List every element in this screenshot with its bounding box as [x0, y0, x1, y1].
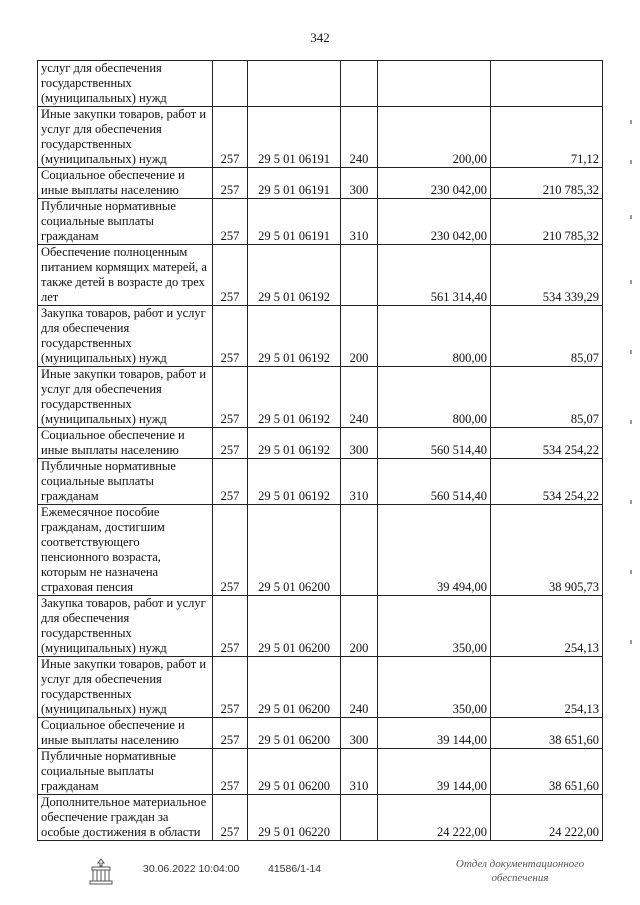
row-name-cell: Публичные нормативные социальные выплаты гражданам — [38, 199, 213, 245]
target-article-cell: 29 5 01 06191 — [248, 199, 341, 245]
document-footer — [0, 855, 640, 895]
executed-amount-cell: 210 785,32 — [491, 168, 603, 199]
table-row — [38, 459, 603, 505]
row-name-cell: Закупка товаров, работ и услуг для обеспечения государственных (муниципальных) нужд — [38, 306, 213, 367]
department-stamp-line2: обеспечения — [491, 872, 549, 884]
table-row — [38, 657, 603, 718]
expense-type-cell — [341, 795, 378, 841]
row-name-cell: Публичные нормативные социальные выплаты гражданам — [38, 749, 213, 795]
document-date: 30.06.2022 10:04:00 — [143, 863, 240, 875]
planned-amount-cell: 24 222,00 — [378, 795, 491, 841]
department-code-cell: 257 — [213, 749, 248, 795]
row-name-cell: Иные закупки товаров, работ и услуг для обеспечения государственных (муниципальных) нужд — [38, 367, 213, 428]
planned-amount-cell: 230 042,00 — [378, 168, 491, 199]
department-code-cell: 257 — [213, 199, 248, 245]
executed-amount-cell: 534 339,29 — [491, 245, 603, 306]
expense-type-cell — [341, 505, 378, 596]
row-name-cell: Закупка товаров, работ и услуг для обеспечения государственных (муниципальных) нужд — [38, 596, 213, 657]
expense-type-cell — [341, 245, 378, 306]
planned-amount-cell: 560 514,40 — [378, 428, 491, 459]
department-code-cell: 257 — [213, 428, 248, 459]
planned-amount-cell — [378, 61, 491, 107]
table-row — [38, 596, 603, 657]
executed-amount-cell: 85,07 — [491, 367, 603, 428]
department-code-cell: 257 — [213, 795, 248, 841]
expense-type-cell: 300 — [341, 168, 378, 199]
table-row — [38, 428, 603, 459]
target-article-cell: 29 5 01 06200 — [248, 505, 341, 596]
expense-type-cell: 310 — [341, 459, 378, 505]
table-row — [38, 367, 603, 428]
row-name-cell: Социальное обеспечение и иные выплаты населению — [38, 428, 213, 459]
planned-amount-cell: 350,00 — [378, 596, 491, 657]
department-code-cell: 257 — [213, 245, 248, 306]
expense-type-cell — [341, 61, 378, 107]
row-name-cell: Иные закупки товаров, работ и услуг для обеспечения государственных (муниципальных) нужд — [38, 107, 213, 168]
row-name-cell: Социальное обеспечение и иные выплаты населению — [38, 168, 213, 199]
department-code-cell: 257 — [213, 367, 248, 428]
target-article-cell — [248, 61, 341, 107]
row-name-cell: Публичные нормативные социальные выплаты гражданам — [38, 459, 213, 505]
planned-amount-cell: 39 494,00 — [378, 505, 491, 596]
department-code-cell: 257 — [213, 459, 248, 505]
planned-amount-cell: 800,00 — [378, 306, 491, 367]
planned-amount-cell: 39 144,00 — [378, 718, 491, 749]
table-row — [38, 306, 603, 367]
target-article-cell: 29 5 01 06192 — [248, 306, 341, 367]
target-article-cell: 29 5 01 06192 — [248, 428, 341, 459]
planned-amount-cell: 200,00 — [378, 107, 491, 168]
target-article-cell: 29 5 01 06200 — [248, 718, 341, 749]
executed-amount-cell: 38 651,60 — [491, 718, 603, 749]
expense-type-cell: 300 — [341, 428, 378, 459]
expense-type-cell: 200 — [341, 306, 378, 367]
expense-type-cell: 240 — [341, 367, 378, 428]
department-code-cell: 257 — [213, 596, 248, 657]
table-row — [38, 168, 603, 199]
table-row — [38, 718, 603, 749]
row-name-cell: Ежемесячное пособие гражданам, достигшим соответствующего пенсионного возраста, которым не назначена страховая пенсия — [38, 505, 213, 596]
department-stamp — [440, 857, 600, 885]
target-article-cell: 29 5 01 06192 — [248, 367, 341, 428]
target-article-cell: 29 5 01 06200 — [248, 657, 341, 718]
row-name-cell: Социальное обеспечение и иные выплаты населению — [38, 718, 213, 749]
target-article-cell: 29 5 01 06191 — [248, 168, 341, 199]
row-name-cell: Иные закупки товаров, работ и услуг для обеспечения государственных (муниципальных) нужд — [38, 657, 213, 718]
planned-amount-cell: 39 144,00 — [378, 749, 491, 795]
coat-of-arms-icon — [88, 857, 114, 887]
executed-amount-cell: 24 222,00 — [491, 795, 603, 841]
target-article-cell: 29 5 01 06192 — [248, 459, 341, 505]
executed-amount-cell: 254,13 — [491, 657, 603, 718]
registration-number: 41586/1-14 — [268, 863, 322, 875]
planned-amount-cell: 350,00 — [378, 657, 491, 718]
department-code-cell — [213, 61, 248, 107]
executed-amount-cell: 534 254,22 — [491, 428, 603, 459]
planned-amount-cell: 800,00 — [378, 367, 491, 428]
executed-amount-cell: 38 651,60 — [491, 749, 603, 795]
department-code-cell: 257 — [213, 306, 248, 367]
department-code-cell: 257 — [213, 168, 248, 199]
executed-amount-cell: 71,12 — [491, 107, 603, 168]
expense-type-cell: 240 — [341, 657, 378, 718]
department-code-cell: 257 — [213, 718, 248, 749]
table-row — [38, 505, 603, 596]
planned-amount-cell: 230 042,00 — [378, 199, 491, 245]
expense-type-cell: 300 — [341, 718, 378, 749]
row-name-cell: услуг для обеспечения государственных (муниципальных) нужд — [38, 61, 213, 107]
expense-type-cell: 240 — [341, 107, 378, 168]
row-name-cell: Дополнительное материальное обеспечение граждан за особые достижения в области — [38, 795, 213, 841]
table-row — [38, 795, 603, 841]
executed-amount-cell: 85,07 — [491, 306, 603, 367]
table-row — [38, 245, 603, 306]
department-stamp-line1: Отдел документационного — [455, 858, 585, 870]
scan-edge-marks — [630, 120, 634, 660]
planned-amount-cell: 560 514,40 — [378, 459, 491, 505]
target-article-cell: 29 5 01 06192 — [248, 245, 341, 306]
department-code-cell: 257 — [213, 657, 248, 718]
department-code-cell: 257 — [213, 107, 248, 168]
row-name-cell: Обеспечение полноценным питанием кормящих матерей, а также детей в возрасте до трех лет — [38, 245, 213, 306]
executed-amount-cell — [491, 61, 603, 107]
target-article-cell: 29 5 01 06220 — [248, 795, 341, 841]
page-number: 342 — [310, 30, 330, 45]
target-article-cell: 29 5 01 06200 — [248, 596, 341, 657]
executed-amount-cell: 254,13 — [491, 596, 603, 657]
table-row — [38, 61, 603, 107]
executed-amount-cell: 534 254,22 — [491, 459, 603, 505]
planned-amount-cell: 561 314,40 — [378, 245, 491, 306]
budget-table-body — [38, 61, 603, 841]
table-row — [38, 749, 603, 795]
department-code-cell: 257 — [213, 505, 248, 596]
target-article-cell: 29 5 01 06200 — [248, 749, 341, 795]
executed-amount-cell: 210 785,32 — [491, 199, 603, 245]
table-row — [38, 107, 603, 168]
expense-type-cell: 200 — [341, 596, 378, 657]
target-article-cell: 29 5 01 06191 — [248, 107, 341, 168]
expense-type-cell: 310 — [341, 199, 378, 245]
table-row — [38, 199, 603, 245]
expense-type-cell: 310 — [341, 749, 378, 795]
executed-amount-cell: 38 905,73 — [491, 505, 603, 596]
budget-table — [37, 60, 603, 841]
